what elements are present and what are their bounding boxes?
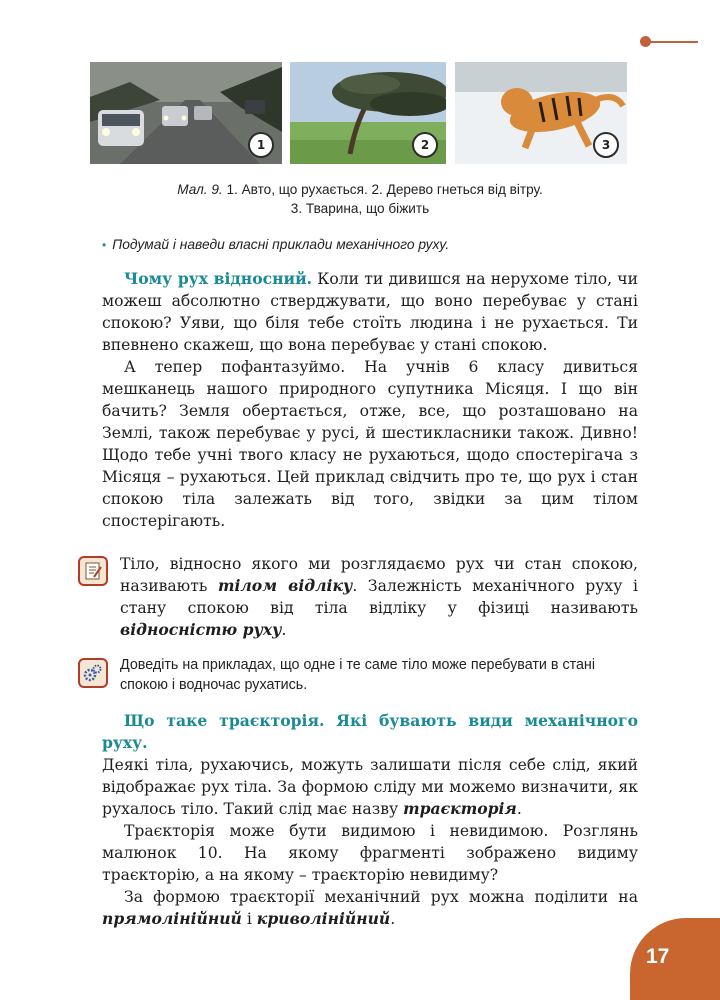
gears-icon: [78, 658, 108, 688]
thinking-prompt-text: Подумай і наведи власні приклади механічного руху.: [112, 237, 450, 252]
paragraph: [102, 710, 638, 754]
page-number-tab: [630, 918, 720, 1000]
caption-line-2: 3. Тварина, що біжить: [290, 201, 430, 216]
page-number: 17: [646, 945, 670, 968]
paragraph-text: За формою траєкторії механічний рух можна поділити на: [124, 888, 638, 906]
paragraph: [102, 886, 638, 930]
top-decor-line: [648, 41, 698, 43]
section-heading: Чому рух відносний.: [124, 269, 313, 288]
section-relative-motion: [102, 268, 638, 532]
paragraph-text: Траєкторія може бути видимою і невидимою. Розглянь малюнок 10. На якому фрагменті зображено видиму траєкторію, а на якому – траєкторію невидиму?: [102, 822, 638, 884]
section-heading: Що таке траєкторія. Які бувають види механічного руху.: [102, 711, 638, 752]
term-rectilinear: прямолінійний: [102, 909, 242, 928]
caption-line-1: 1. Авто, що рухається. 2. Дерево гнеться від вітру.: [226, 182, 543, 197]
definition-paragraph: [120, 553, 638, 641]
paragraph-text: і: [241, 910, 257, 928]
top-decor-dot: [640, 36, 651, 47]
paragraph-text: .: [390, 910, 396, 928]
term-relativity-of-motion: відносністю руху: [120, 620, 282, 639]
photo-tiger: [455, 62, 627, 164]
paragraph-text: .: [516, 800, 522, 818]
definition-text: .: [281, 621, 287, 639]
thinking-prompt: [102, 237, 449, 252]
paragraph-text: А тепер пофантазуймо. На учнів 6 класу дивиться мешканець нашого природного супутника Місяця. І що він бачить? Земля обертається, отже, все, що розташовано на Землі, також перебуває у русі, й шестикласники також. Дивно! Щодо тебе учні твого класу не рухаються, щодо спостерігача з Місяця – рухаються. Цей приклад свідчить про те, що рух і стан спокою тіла залежать від того, звідки за цим тілом спостерігають.: [102, 358, 638, 530]
paragraph-text: Коли ти дивишся на нерухоме тіло, чи можеш абсолютно стверджувати, що воно перебуває у стані спокою? Уяви, що біля тебе стоїть людина і не рухається. Ти впевнено скажеш, що вона перебуває у стані спокою.: [102, 270, 638, 354]
term-curvilinear: криволінійний: [256, 909, 391, 928]
section-trajectory: [102, 710, 638, 930]
notebook-icon: [78, 556, 108, 586]
bullet-icon: •: [102, 238, 107, 252]
paragraph: [102, 356, 638, 532]
definition-text: Тіло, відносно якого ми розглядаємо рух чи стан спокою, називають: [120, 555, 638, 595]
definition-text: . Залежність механічного руху і стану спокою від тіла відліку у фізиці називають: [120, 577, 638, 617]
photo-tree: [290, 62, 446, 164]
task-prompt: Доведіть на прикладах, що одне і те саме тіло може перебувати в стані спокою і водночас рухатись.: [120, 657, 596, 693]
figure-ref: Мал. 9.: [177, 182, 223, 197]
paragraph: [102, 268, 638, 356]
photo-number-badge: 2: [412, 132, 438, 158]
term-trajectory: траєкторія: [403, 799, 517, 818]
paragraph-text: Деякі тіла, рухаючись, можуть залишати після себе слід, який відображає рух тіла. За формою сліду ми можемо визначити, як рухалось тіло. Такий слід має назву: [102, 756, 638, 818]
photo-number-badge: 3: [593, 132, 619, 158]
term-reference-body: тілом відліку: [217, 576, 353, 595]
paragraph: [102, 820, 638, 886]
photo-cars: [90, 62, 282, 164]
paragraph: [102, 754, 638, 820]
photo-number-badge: 1: [248, 132, 274, 158]
figure-caption: [90, 180, 630, 218]
definition-block: [120, 553, 638, 641]
